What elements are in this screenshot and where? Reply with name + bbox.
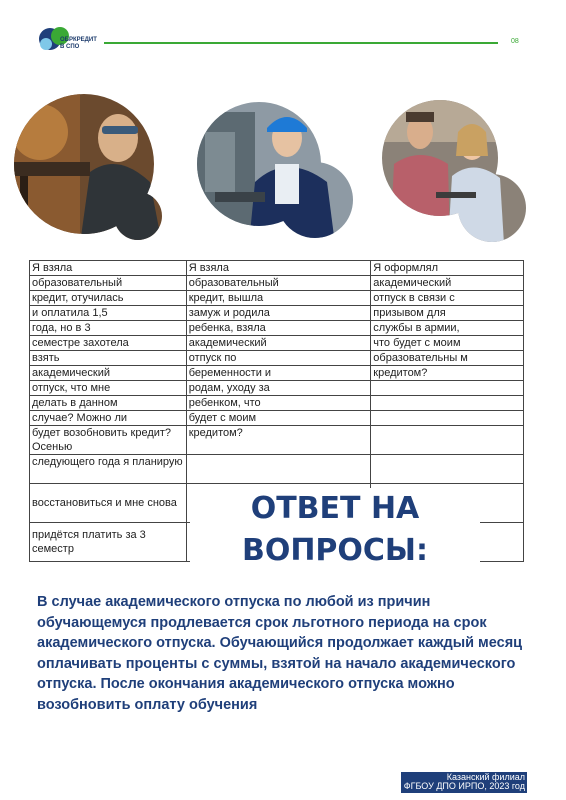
table-cell — [186, 455, 371, 484]
answer-heading: ОТВЕТ НА ВОПРОСЫ: — [190, 488, 480, 572]
table-cell: восстановиться и мне снова — [30, 484, 187, 523]
table-cell — [371, 455, 524, 484]
table-row — [30, 321, 524, 336]
table-row — [30, 366, 524, 381]
table-cell: отпуск по — [186, 351, 371, 366]
table-cell: замуж и родила — [186, 306, 371, 321]
footer-badge — [401, 772, 527, 793]
table-cell: призывом для — [371, 306, 524, 321]
table-cell: случае? Можно ли — [30, 411, 187, 426]
brand-logo — [36, 24, 106, 58]
table-cell: будет возобновить кредит? Осенью — [30, 426, 187, 455]
table-row — [30, 426, 524, 455]
table-cell: придётся платить за 3 семестр — [30, 523, 187, 562]
table-cell: Я взяла — [186, 261, 371, 276]
table-row — [30, 351, 524, 366]
footer-line2: ФГБОУ ДПО ИРПО, 2023 год — [403, 781, 525, 791]
table-cell: службы в армии, — [371, 321, 524, 336]
footer-line1: Казанский филиал — [446, 772, 525, 782]
table-cell: отпуск в связи с — [371, 291, 524, 306]
table-cell: ребенка, взяла — [186, 321, 371, 336]
table-cell: академический — [186, 336, 371, 351]
table-cell: ребенком, что — [186, 396, 371, 411]
table-cell: академический — [30, 366, 187, 381]
table-cell: будет с моим — [186, 411, 371, 426]
page-number: 08 — [511, 38, 519, 45]
table-cell — [371, 396, 524, 411]
table-cell: следующего года я планирую — [30, 455, 187, 484]
table-cell: Я оформлял — [371, 261, 524, 276]
table-row — [30, 411, 524, 426]
table-cell: родам, уходу за — [186, 381, 371, 396]
table-cell: и оплатила 1,5 — [30, 306, 187, 321]
table-cell: Я взяла — [30, 261, 187, 276]
photo-woman-engineer — [195, 92, 355, 244]
table-cell: образовательный — [30, 276, 187, 291]
table-cell: кредитом? — [186, 426, 371, 455]
table-cell: делать в данном — [30, 396, 187, 411]
table-cell: взять — [30, 351, 187, 366]
table-cell: образовательный — [186, 276, 371, 291]
table-cell: образовательны м — [371, 351, 524, 366]
table-cell: кредитом? — [371, 366, 524, 381]
table-row — [30, 276, 524, 291]
table-row — [30, 306, 524, 321]
table-cell: академический — [371, 276, 524, 291]
table-cell — [371, 411, 524, 426]
photo-young-couple — [376, 92, 528, 244]
table-cell: года, но в 3 — [30, 321, 187, 336]
table-cell: кредит, отучилась — [30, 291, 187, 306]
table-row — [30, 336, 524, 351]
table-row — [30, 381, 524, 396]
table-cell: беременности и — [186, 366, 371, 381]
table-cell: семестре захотела — [30, 336, 187, 351]
answer-paragraph: В случае академического отпуска по любой из причин обучающемуся продлевается срок льготного периода на срок академического отпуска. Обучающийся продолжает каждый месяц оплачивать проценты с суммы, взятой на начало академического отпуска. После окончания академического отпуска можно возобновить оплату обучения — [37, 594, 523, 713]
table-cell: что будет с моим — [371, 336, 524, 351]
header-divider — [104, 42, 498, 44]
table-cell: кредит, вышла — [186, 291, 371, 306]
logo-text: ОБРКРЕДИТ В СПО — [60, 37, 97, 50]
table-row — [30, 291, 524, 306]
table-row — [30, 396, 524, 411]
table-cell — [371, 426, 524, 455]
table-row — [30, 261, 524, 276]
table-cell: отпуск, что мне — [30, 381, 187, 396]
photo-woman-welder — [10, 92, 162, 244]
table-row — [30, 455, 524, 484]
table-cell — [371, 381, 524, 396]
